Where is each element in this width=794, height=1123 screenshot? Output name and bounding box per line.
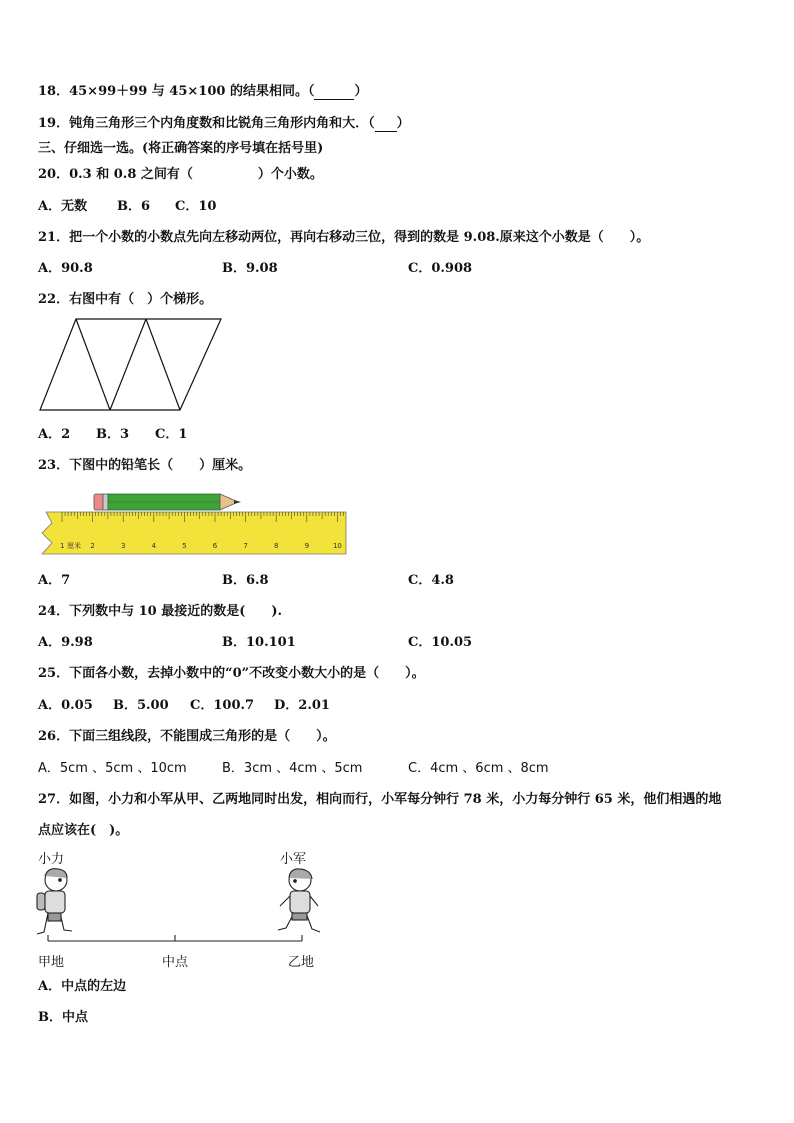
- boy-left-icon: [37, 869, 72, 934]
- ruler-number-label: 10: [332, 542, 342, 550]
- ruler-start-label: 1: [60, 542, 65, 550]
- q25-option-d[interactable]: D．2.01: [274, 698, 330, 713]
- ruler-number-label: 2: [90, 542, 95, 550]
- label-xiaojun: 小军: [280, 852, 307, 867]
- q24-option-c[interactable]: C．10.05: [408, 635, 473, 650]
- q23-option-b[interactable]: B．6.8: [222, 573, 269, 588]
- q18-text: 18．45×99＋99 与 45×100 的结果相同。（: [38, 84, 315, 99]
- ruler-number-label: 5: [182, 542, 187, 550]
- q24-option-b[interactable]: B．10.101: [222, 635, 296, 650]
- label-jiadi: 甲地: [38, 955, 65, 970]
- q23-option-c[interactable]: C．4.8: [408, 573, 454, 588]
- label-xiaoli: 小力: [38, 852, 65, 867]
- ruler-number-label: 8: [273, 542, 279, 550]
- q25-option-a[interactable]: A．0.05: [38, 698, 93, 713]
- question-27: 27．如图，小力和小军从甲、乙两地同时出发，相向而行，小军每分钟行 78 米，小力每分钟行 65 米，他们相遇的地: [38, 792, 722, 807]
- label-yidi: 乙地: [288, 955, 315, 970]
- ruler-number-label: 6: [212, 542, 218, 550]
- question-21: 21．把一个小数的小数点先向左移动两位，再向右移动三位，得到的数是 9.08.原来这个小数是（ ）。: [38, 230, 650, 245]
- question-24: 24．下列数中与 10 最接近的数是( ).: [38, 604, 283, 619]
- q23-option-a[interactable]: A．7: [38, 573, 71, 588]
- ruler-number-label: 9: [304, 542, 310, 550]
- q21-option-c[interactable]: C．0.908: [408, 261, 473, 276]
- question-20: 20．0.3 和 0.8 之间有（ ）个小数。: [38, 167, 323, 182]
- q22-option-c[interactable]: C．1: [155, 427, 188, 442]
- q20-option-a[interactable]: A．无数: [38, 199, 88, 214]
- question-22: 22．右图中有（ ）个梯形。: [38, 292, 213, 307]
- meeting-figure: [34, 866, 324, 948]
- question-19: 19．钝角三角形三个内角度数和比锐角三角形内角和大．（ ）: [38, 116, 410, 131]
- q25-option-b[interactable]: B．5.00: [113, 698, 169, 713]
- q27-option-a[interactable]: A．中点的左边: [38, 979, 127, 994]
- ruler-number-label: 4: [151, 542, 157, 550]
- question-27-cont: 点应该在( )。: [38, 823, 129, 838]
- ruler-icon: [42, 512, 346, 554]
- ruler-unit-label: 厘米: [67, 542, 81, 550]
- q20-option-c[interactable]: C．10: [175, 199, 217, 214]
- question-25: 25．下面各小数，去掉小数中的“0”不改变小数大小的是（ ）。: [38, 666, 425, 681]
- q22-option-a[interactable]: A．2: [38, 427, 71, 442]
- q24-option-a[interactable]: A．9.98: [38, 635, 93, 650]
- q19-text: 19．钝角三角形三个内角度数和比锐角三角形内角和大．（: [38, 116, 375, 131]
- label-midpoint: 中点: [162, 955, 189, 970]
- q26-option-c[interactable]: C．4cm 、6cm 、8cm: [408, 761, 549, 776]
- section-heading: 三、仔细选一选。(将正确答案的序号填在括号里): [38, 141, 324, 156]
- answer-blank[interactable]: [375, 117, 397, 132]
- trapezoid-figure: [38, 317, 224, 412]
- q21-option-a[interactable]: A．90.8: [38, 261, 93, 276]
- ruler-number-label: 3: [120, 542, 126, 550]
- q22-option-b[interactable]: B．3: [96, 427, 130, 442]
- answer-blank[interactable]: [314, 85, 354, 100]
- q25-option-c[interactable]: C．100.7: [190, 698, 255, 713]
- pencil-icon: [94, 494, 241, 510]
- question-26: 26．下面三组线段，不能围成三角形的是（ ）。: [38, 729, 336, 744]
- q26-option-b[interactable]: B．3cm 、4cm 、5cm: [222, 761, 363, 776]
- q21-option-b[interactable]: B．9.08: [222, 261, 278, 276]
- q26-option-a[interactable]: A．5cm 、5cm 、10cm: [38, 761, 187, 776]
- q20-option-b[interactable]: B．6: [117, 199, 151, 214]
- question-23: 23．下图中的铅笔长（ ）厘米。: [38, 458, 252, 473]
- boy-right-icon: [278, 869, 320, 932]
- q27-option-b[interactable]: B．中点: [38, 1010, 88, 1025]
- ruler-pencil-figure: [38, 490, 348, 556]
- ruler-number-label: 7: [243, 542, 248, 550]
- question-18: 18．45×99＋99 与 45×100 的结果相同。（ ）: [38, 84, 368, 99]
